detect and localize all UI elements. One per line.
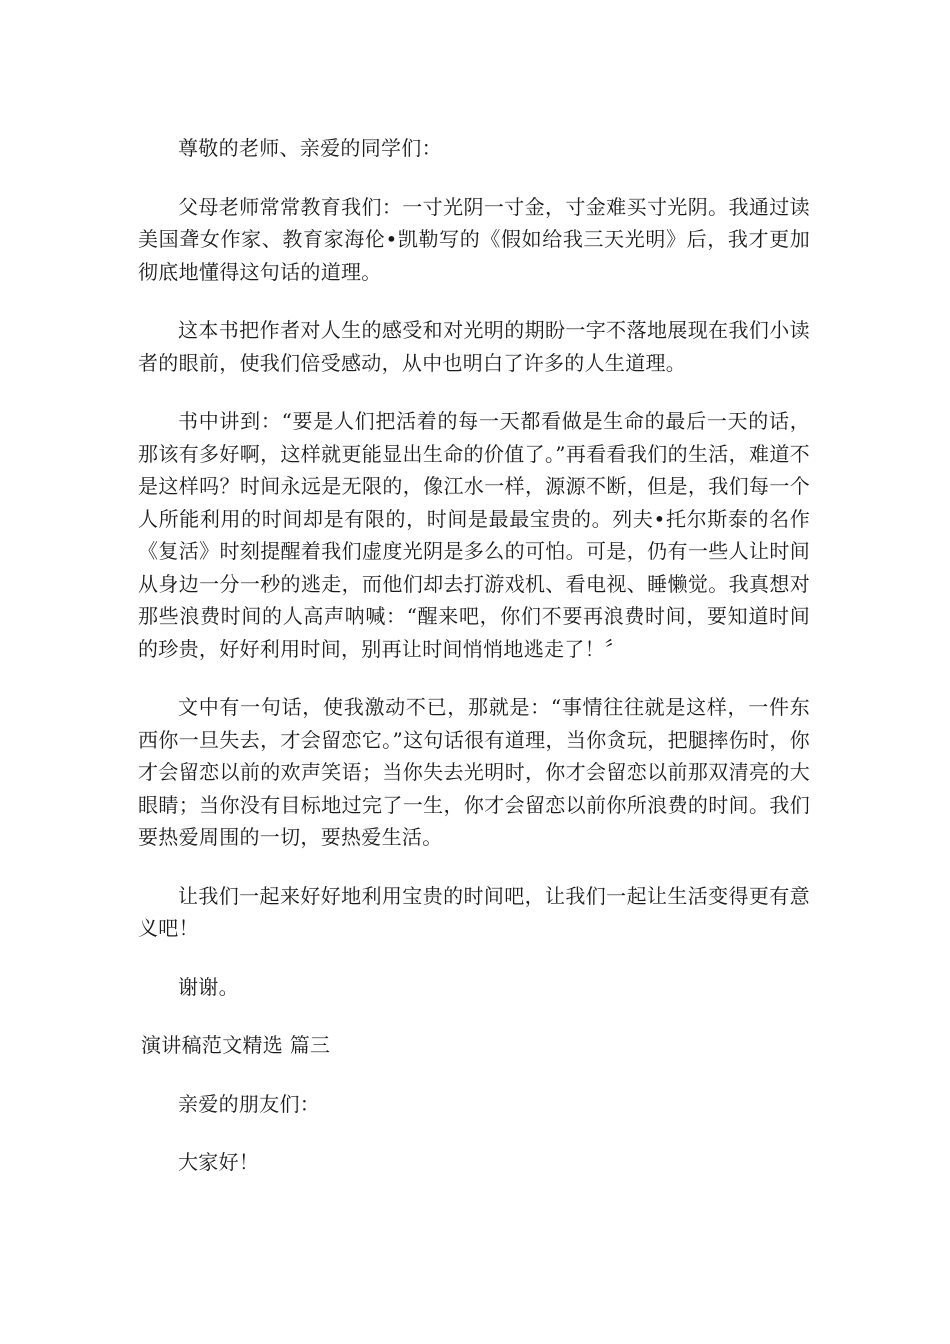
- body-paragraph: 文中有一句话，使我激动不已，那就是：“事情往往就是这样，一件东西你一旦失去，才会留恋它。”这句话很有道理，当你贪玩，把腿摔伤时，你才会留恋以前的欢声笑语；当你失去光明时，你才会留恋以前那双清亮的大眼睛；当你没有目标地过完了一生，你才会留恋以前你所浪费的时间。我们要热爱周围的一切，要热爱生活。: [138, 695, 810, 849]
- body-paragraph: 让我们一起来好好地利用宝贵的时间吧，让我们一起让生活变得更有意义吧！: [138, 883, 810, 940]
- body-paragraph: 父母老师常常教育我们：一寸光阴一寸金，寸金难买寸光阴。我通过读美国聋女作家、教育家海伦•凯勒写的《假如给我三天光明》后，我才更加彻底地懂得这句话的道理。: [138, 194, 810, 284]
- section-heading: 演讲稿范文精选 篇三: [141, 1033, 331, 1057]
- body-paragraph: 书中讲到：“要是人们把活着的每一天都看做是生命的最后一天的话，那该有多好啊，这样就更能显出生命的价值了。”再看看我们的生活，难道不是这样吗？时间永远是无限的，像江水一样，源源不断，但是，我们每一个人所能利用的时间却是有限的，时间是最最宝贵的。列夫•托尔斯泰的名作《复活》时刻提醒着我们虚度光阴是多么的可怕。可是，仍有一些人让时间从身边一分一秒的逃走，而他们却去打游戏机、看电视、睡懒觉。我真想对那些浪费时间的人高声呐喊：“醒来吧，你们不要再浪费时间，要知道时间的珍贵，好好利用时间，别再让时间悄悄地逃走了！〞: [138, 409, 810, 661]
- salutation: 亲爱的朋友们：: [178, 1091, 321, 1116]
- document-body: [138, 132, 810, 1205]
- greeting-line: 大家好！: [178, 1150, 260, 1174]
- body-paragraph: 这本书把作者对人生的感受和对光明的期盼一字不落地展现在我们小读者的眼前，使我们倍受感动，从中也明白了许多的人生道理。: [138, 318, 810, 375]
- thanks-line: 谢谢。: [178, 974, 239, 999]
- salutation: 尊敬的老师、亲爱的同学们：: [178, 136, 442, 160]
